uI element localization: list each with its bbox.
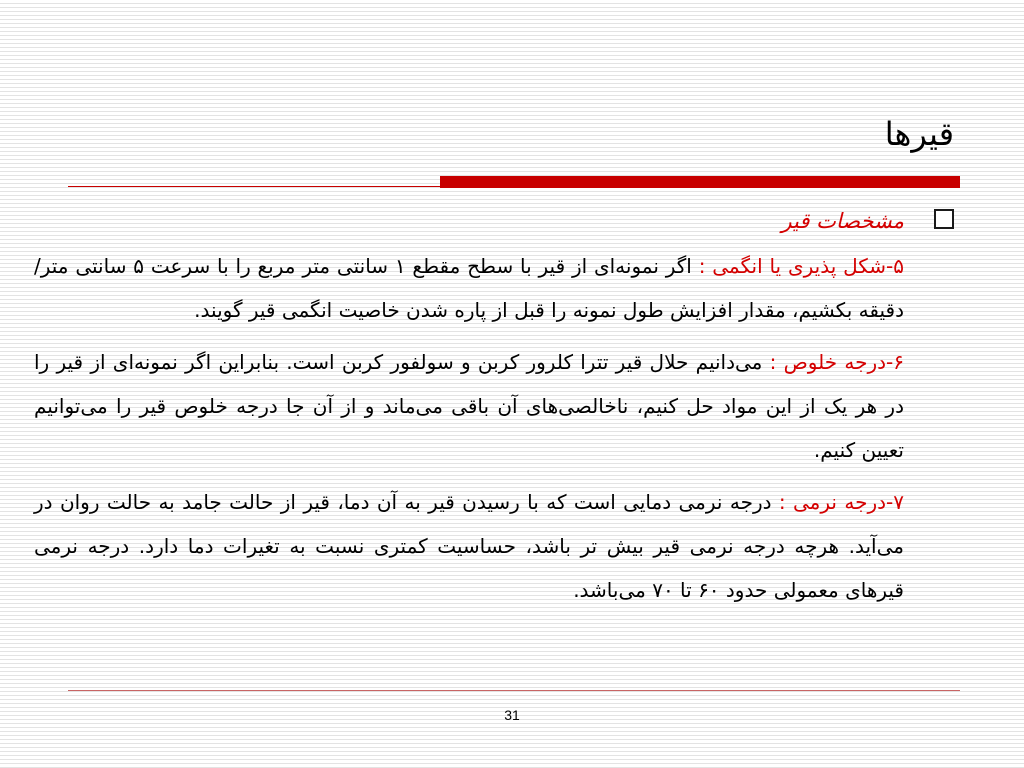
title-underline-accent-bar xyxy=(440,176,960,188)
title-underline-thin xyxy=(68,186,440,187)
paragraph-softening-point xyxy=(34,480,904,612)
paragraph-label: ۷-درجه نرمی : xyxy=(778,490,904,514)
footer-divider xyxy=(68,690,960,691)
paragraph-ductility xyxy=(34,244,904,332)
hollow-square-bullet-icon xyxy=(934,209,954,229)
paragraph-purity xyxy=(34,340,904,472)
bullet-heading: مشخصات قیر xyxy=(781,209,904,233)
page-number: 31 xyxy=(504,707,520,723)
slide-title: قیرها xyxy=(884,115,954,153)
bullet-heading-row xyxy=(34,204,904,238)
paragraph-text: درجه نرمی دمایی است که با رسیدن قیر به آن دما، قیر از حالت جامد به حالت روان در می‌آید. هرچه درجه نرمی قیر بیش تر باشد، حساسیت کمتری نسبت به تغیرات دما دارد. درجه نرمی قیرهای معمولی حدود ۶۰ تا ۷۰ می‌باشد. xyxy=(34,490,904,602)
paragraph-label: ۵-شکل پذیری یا انگمی : xyxy=(698,254,904,278)
paragraph-text: می‌دانیم حلال قیر تترا کلرور کربن و سولفور کربن است. بنابراین اگر نمونه‌ای از قیر را در هر یک از این مواد حل کنیم، ناخالصی‌های آن باقی می‌ماند و از آن جا درجه خلوص قیر را می‌توانیم تعیین کنیم. xyxy=(34,350,904,462)
paragraph-text: اگر نمونه‌ای از قیر با سطح مقطع ۱ سانتی متر مربع را با سرعت ۵ سانتی متر/دقیقه بکشیم، مقدار افزایش طول نمونه را قبل از پاره شدن خاصیت انگمی قیر گویند. xyxy=(34,254,904,322)
paragraph-label: ۶-درجه خلوص : xyxy=(769,350,904,374)
slide-body xyxy=(34,204,904,620)
